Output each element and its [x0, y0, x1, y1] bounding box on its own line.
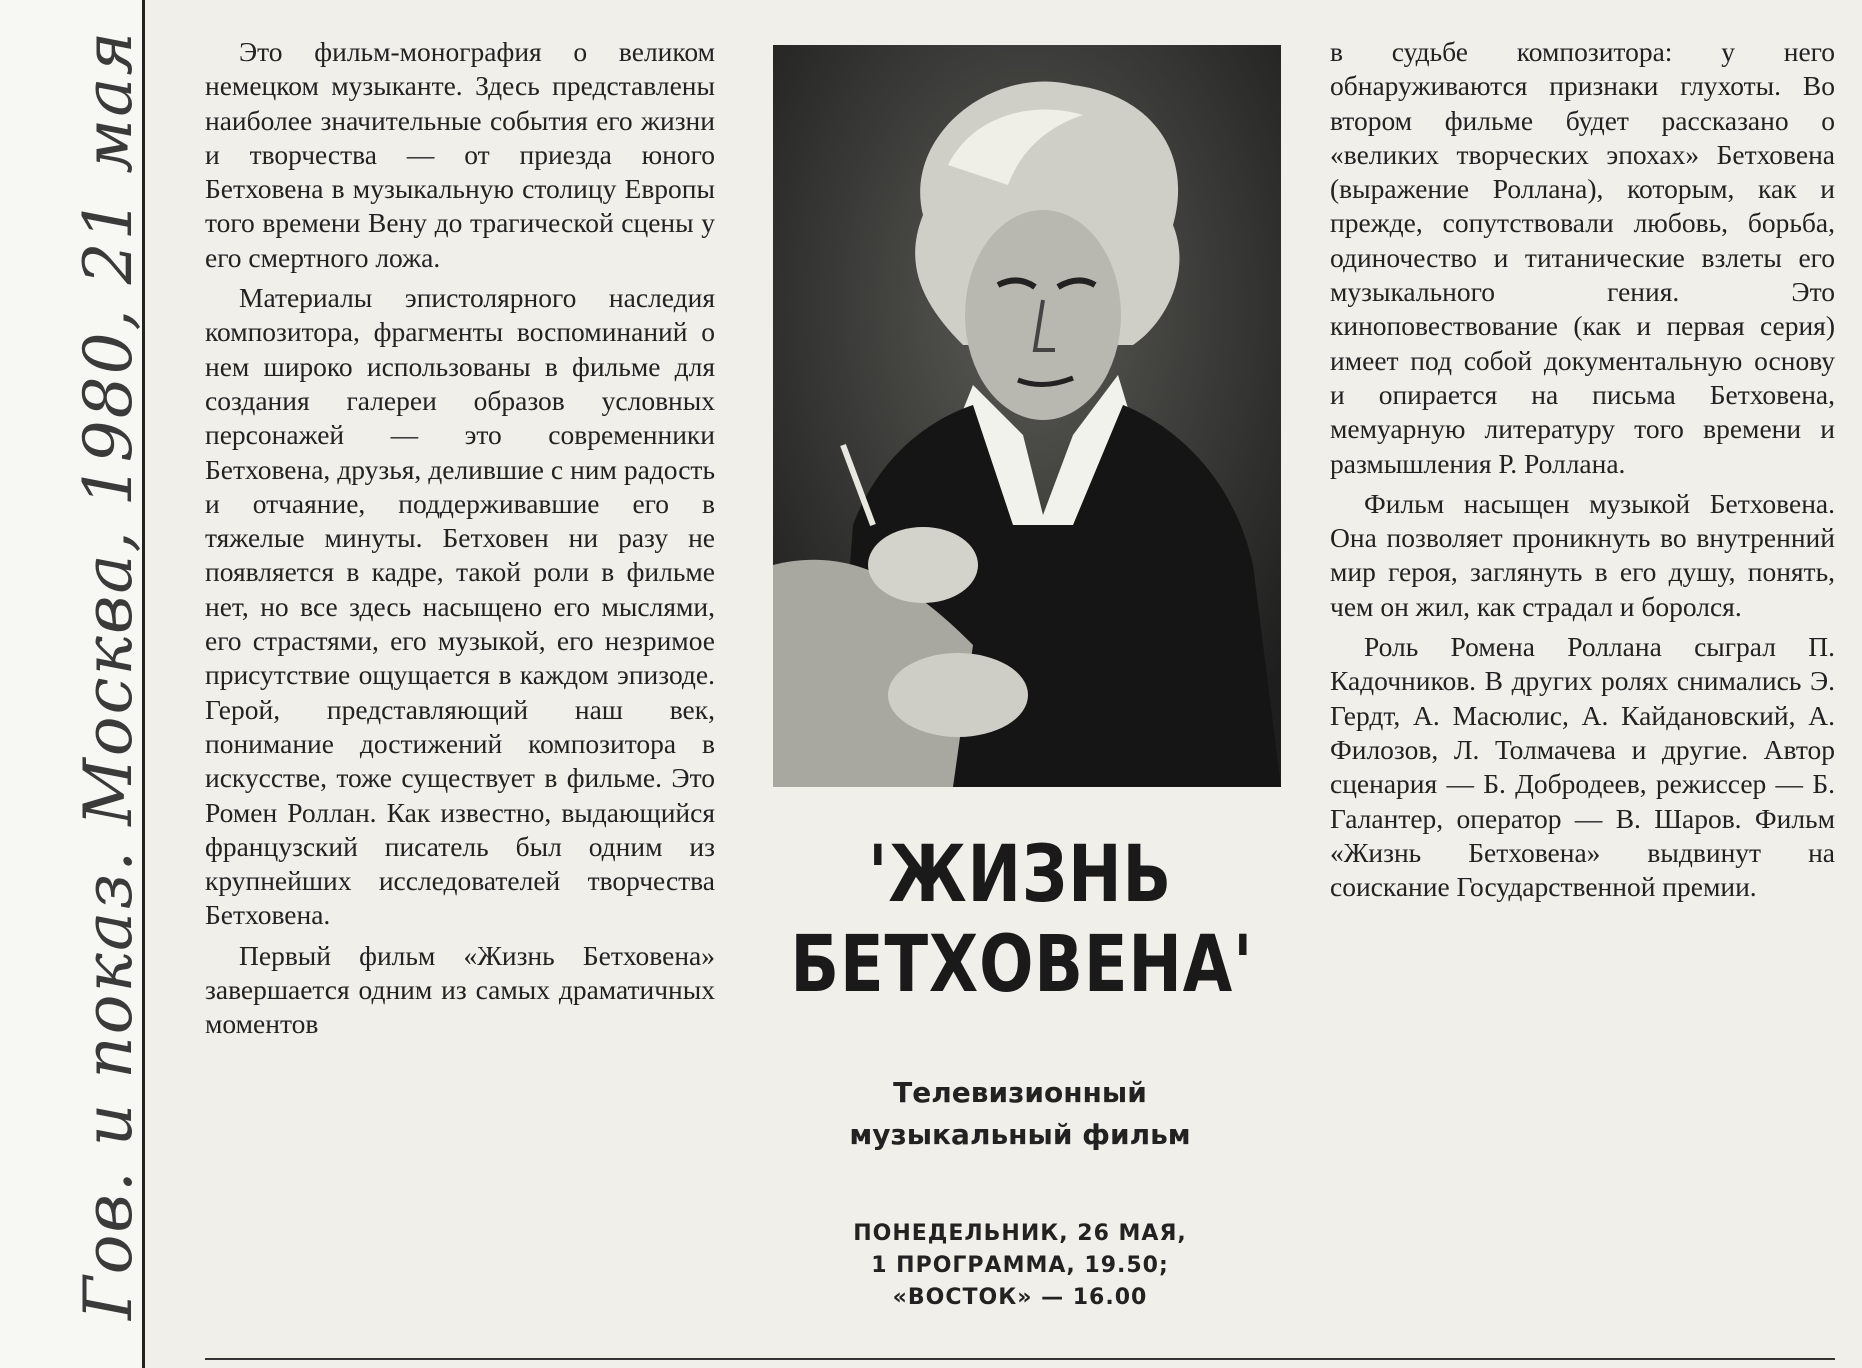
headline-line: 'ЖИЗНЬ: [867, 830, 1173, 920]
article-paragraph: в судьбе композитора: у него обнаруживаются признаки глухоты. Во втором фильме будет рассказано о «великих творческих эпохах» Бетховена (выражение Роллана), которым, как и прежде, сопутствовали любовь, борьба, одиночество и титанические взлеты его музыкального гения. Это киноповествование (как и первая серия) имеет под собой документальную основу и опирается на письма Бетховена, мемуарную литературу того времени и размышления Р. Роллана.: [1330, 36, 1835, 479]
handwritten-source-note: Гов. и показ. Москва, 1980, 21 мая: [70, 29, 147, 1320]
portrait-illustration: [773, 45, 1281, 787]
broadcast-schedule: [790, 1218, 1250, 1314]
article-right-column: [1330, 35, 1835, 910]
schedule-line: «ВОСТОК» — 16.00: [892, 1285, 1148, 1310]
portrait-hand: [868, 527, 978, 603]
headline-line: БЕТХОВЕНА': [790, 920, 1254, 1010]
subtitle-line: Телевизионный: [893, 1076, 1147, 1109]
article-subtitle: [790, 1072, 1250, 1156]
beethoven-portrait-photo: [773, 45, 1281, 787]
article-headline: [790, 830, 1254, 1010]
article-paragraph: Фильм насыщен музыкой Бетховена. Она позволяет проникнуть во внутренний мир героя, заглянуть в его душу, понять, чем он жил, как страдал и боролся.: [1330, 487, 1835, 622]
portrait-hand-lower: [888, 653, 1028, 737]
article-paragraph: Роль Ромена Роллана сыграл П. Кадочников. В других ролях снимались Э. Гердт, А. Масюлис, А. Кайдановский, А. Филозов, Л. Толмачева и другие. Автор сценария — Б. Добродеев, режиссер — Б. Галантер, оператор — В. Шаров. Фильм «Жизнь Бетховена» выдвинут на соискание Государственной премии.: [1330, 631, 1835, 903]
schedule-line: 1 ПРОГРАММА, 19.50;: [871, 1253, 1169, 1278]
margin-strip: [0, 0, 145, 1368]
bottom-rule: [205, 1358, 1835, 1360]
subtitle-line: музыкальный фильм: [849, 1118, 1191, 1151]
portrait-face: [965, 210, 1121, 420]
article-paragraph: Это фильм-монография о великом немецком музыканте. Здесь представлены наиболее значительные события его жизни и творчества — от приезда юного Бетховена в музыкальную столицу Европы того времени Вену до трагической сцены у его смертного ложа.: [205, 36, 715, 273]
article-left-column: [205, 35, 715, 1048]
article-paragraph: Первый фильм «Жизнь Бетховена» завершается одним из самых драматичных моментов: [205, 939, 715, 1040]
article-paragraph: Материалы эпистолярного наследия композитора, фрагменты воспоминаний о нем широко использованы в фильме для создания галереи образов условных персонажей — это современники Бетховена, друзья, делившие с ним радость и отчаяние, поддерживавшие его в тяжелые минуты. Бетховен ни разу не появляется в кадре, такой роли в фильме нет, но все здесь насыщено его мыслями, его страстями, его музыкой, его незримое присутствие ощущается в каждом эпизоде. Герой, представляющий наш век, понимание достижений композитора в искусстве, тоже существует в фильме. Это Ромен Роллан. Как известно, выдающийся французский писатель был одним из крупнейших исследователей творчества Бетховена.: [205, 282, 715, 931]
schedule-line: ПОНЕДЕЛЬНИК, 26 МАЯ,: [853, 1221, 1187, 1246]
